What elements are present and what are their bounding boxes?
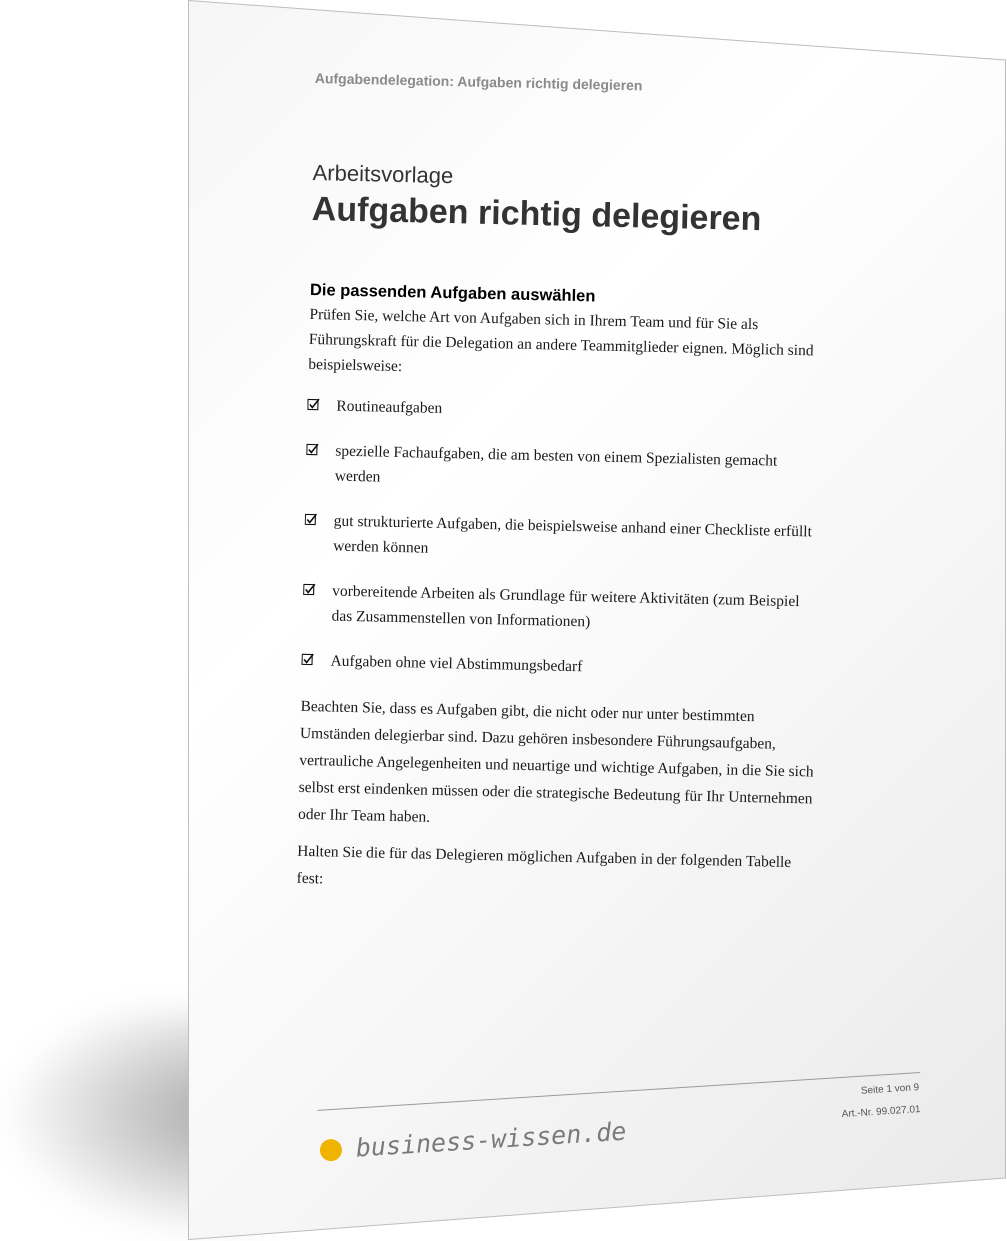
list-item-text: gut strukturierte Aufgaben, die beispielsweise anhand einer Checkliste erfüllt werden können	[333, 512, 813, 557]
document-kicker: Arbeitsvorlage	[312, 159, 454, 189]
list-item-text: vorbereitende Arbeiten als Grundlage für weitere Aktivitäten (zum Beispiel das Zusammenstellen von Informationen)	[331, 582, 800, 631]
document-content	[296, 70, 835, 904]
checked-box-icon	[305, 513, 318, 526]
checked-box-icon	[306, 443, 319, 456]
list-item	[306, 438, 827, 500]
list-item	[307, 393, 827, 430]
running-head: Aufgabendelegation: Aufgaben richtig delegieren	[314, 70, 643, 94]
list-item-text: Aufgaben ohne viel Abstimmungsbedarf	[330, 652, 583, 676]
list-item	[301, 648, 821, 685]
intro-paragraph: Prüfen Sie, welche Art von Aufgaben sich in Ihrem Team und für Sie als Führungskraft für die Delegation an andere Teammitglieder eignen. Möglich sind beispielsweise:	[308, 305, 814, 376]
article-number: Art.-Nr. 99.027.01	[841, 1104, 921, 1120]
page-count: Seite 1 von 9	[860, 1082, 920, 1097]
checked-box-icon	[303, 583, 316, 596]
list-item-text: Routineaufgaben	[336, 397, 443, 417]
section-heading: Die passenden Aufgaben auswählen	[309, 280, 596, 306]
checklist	[301, 393, 827, 685]
checked-box-icon	[307, 398, 320, 411]
footer-rule	[317, 1072, 920, 1111]
logo-text: business-wissen.de	[354, 1116, 628, 1163]
list-item-text: spezielle Fachaufgaben, die am besten von einem Spezialisten gemacht werden	[334, 442, 778, 486]
list-item	[304, 508, 825, 570]
list-item	[302, 578, 823, 640]
document-title: Aufgaben richtig delegieren	[311, 189, 762, 239]
checked-box-icon	[301, 653, 314, 666]
yellow-dot-icon	[319, 1138, 342, 1161]
body-paragraph: Halten Sie die für das Delegieren möglichen Aufgaben in der folgenden Tabelle fest:	[296, 842, 792, 888]
body-paragraph: Beachten Sie, dass es Aufgaben gibt, die nicht oder nur unter bestimmten Umständen delegierbar sind. Dazu gehören insbesondere Führungsaufgaben, vertrauliche Angelegenheiten und neuartige und wichtige Aufgaben, in die Sie sich selbst erst eindenken müssen oder die strategische Bedeutung für Ihr Unternehmen oder Ihr Team haben.	[297, 697, 814, 826]
